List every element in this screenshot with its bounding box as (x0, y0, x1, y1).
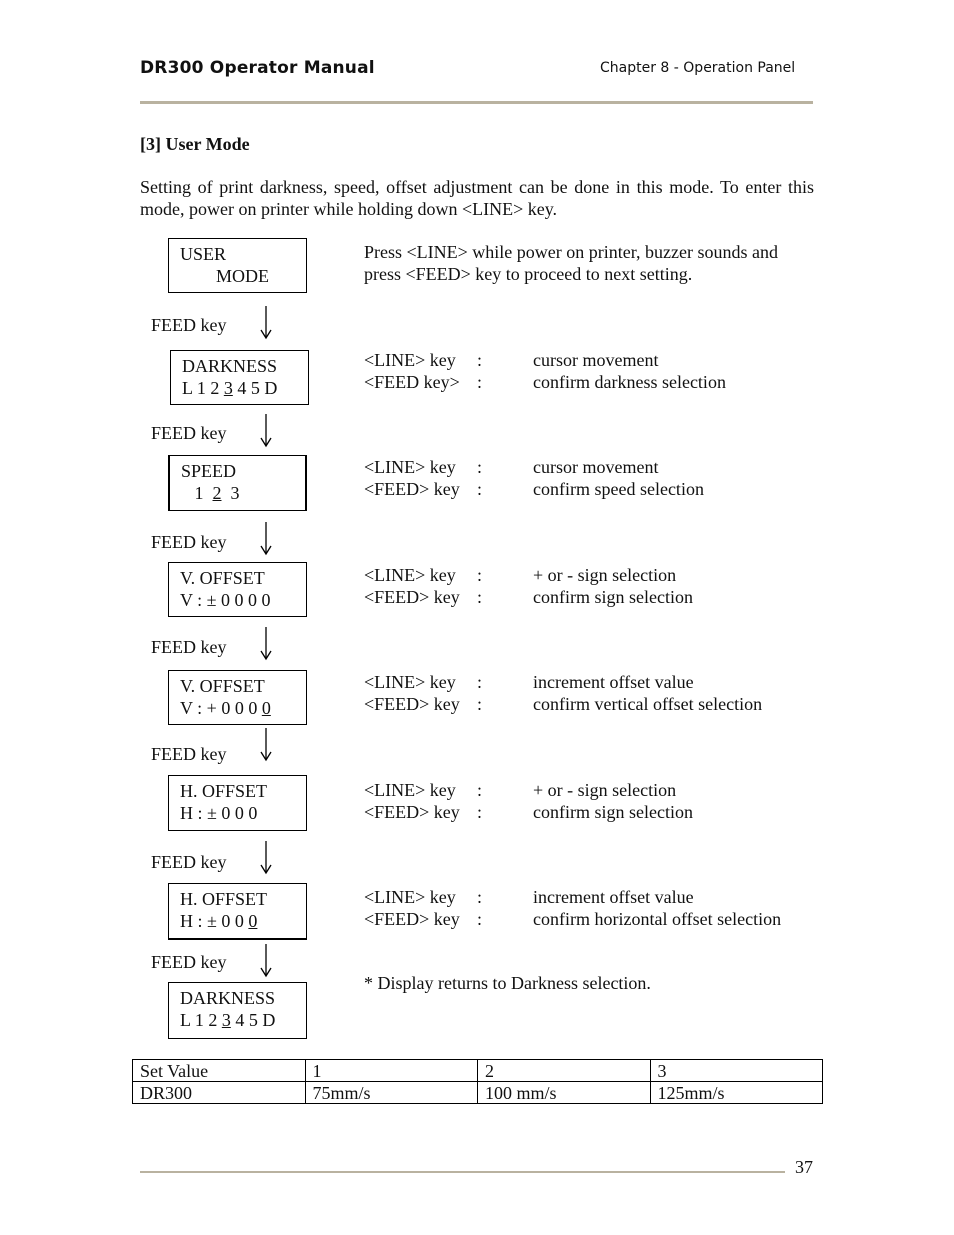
feed-key-label: FEED key (151, 952, 227, 972)
display-v-offset-sign (168, 562, 307, 617)
feed-key-label: FEED key (151, 315, 227, 335)
speed-table (132, 1059, 823, 1104)
feed-key-label: FEED key (151, 637, 227, 657)
down-arrow-icon (259, 306, 273, 340)
display-h-offset-value (168, 883, 307, 940)
key-list: <LINE> key : increment offset value <FEED> key : confirm horizontal offset selection (364, 887, 782, 929)
display-line1: SPEED (181, 461, 237, 481)
return-note: * Display returns to Darkness selection. (364, 973, 651, 993)
table-cell: 125mm/s (650, 1082, 823, 1104)
down-arrow-icon (259, 627, 273, 661)
display-v-offset-value (168, 670, 307, 725)
table-cell: Set Value (133, 1060, 306, 1082)
feed-key-label: FEED key (151, 852, 227, 872)
display-speed (168, 455, 307, 511)
display-line2: L 1 2 3 4 5 D (180, 1010, 276, 1030)
display-line2: L 1 2 3 4 5 D (182, 378, 278, 398)
key-list: <LINE> key : cursor movement <FEED key> : confirm darkness selection (364, 350, 726, 392)
display-h-offset-sign (168, 775, 307, 831)
display-darkness (170, 350, 309, 405)
display-line2: V : ± 0 0 0 0 (180, 590, 271, 610)
display-line1: DARKNESS (180, 988, 276, 1008)
header-rule (140, 101, 813, 104)
display-line1: USER (180, 244, 227, 264)
down-arrow-icon (259, 522, 273, 556)
table-row (133, 1082, 823, 1104)
display-line2: V : + 0 0 0 0 (180, 698, 271, 718)
intro-paragraph: Setting of print darkness, speed, offset adjustment can be done in this mode. To enter this mode, power on printer while holding down <LINE> key. (140, 177, 814, 219)
manual-title: DR300 Operator Manual (140, 58, 375, 78)
display-user-mode (168, 238, 307, 293)
display-line1: V. OFFSET (180, 568, 265, 588)
key-list: <LINE> key : increment offset value <FEED> key : confirm vertical offset selection (364, 672, 763, 714)
display-line2: H : ± 0 0 0 (180, 911, 258, 931)
feed-key-label: FEED key (151, 532, 227, 552)
display-line1: DARKNESS (182, 356, 278, 376)
display-line1: V. OFFSET (180, 676, 265, 696)
footer-rule (140, 1171, 785, 1173)
display-line1: H. OFFSET (180, 781, 268, 801)
table-cell: 1 (305, 1060, 478, 1082)
key-list: <LINE> key : + or - sign selection <FEED> key : confirm sign selection (364, 780, 693, 822)
display-line2: H : ± 0 0 0 (180, 803, 258, 823)
down-arrow-icon (259, 944, 273, 978)
step-description: Press <LINE> while power on printer, buzzer sounds and press <FEED> key to proceed to next setting. (364, 242, 778, 284)
table-row (133, 1060, 823, 1082)
table-cell: 75mm/s (305, 1082, 478, 1104)
down-arrow-icon (259, 414, 273, 448)
table-cell: 2 (478, 1060, 651, 1082)
section-title: [3] User Mode (140, 134, 250, 154)
chapter-title: Chapter 8 - Operation Panel (600, 60, 796, 76)
feed-key-label: FEED key (151, 423, 227, 443)
feed-key-label: FEED key (151, 744, 227, 764)
down-arrow-icon (259, 728, 273, 762)
page-number: 37 (795, 1157, 813, 1177)
display-line1: H. OFFSET (180, 889, 268, 909)
display-darkness-return (168, 982, 307, 1039)
display-line2: MODE (180, 266, 269, 286)
display-line2: 1 2 3 (181, 483, 240, 503)
down-arrow-icon (259, 841, 273, 875)
key-list: <LINE> key : cursor movement <FEED> key : confirm speed selection (364, 457, 704, 499)
key-list: <LINE> key : + or - sign selection <FEED> key : confirm sign selection (364, 565, 693, 607)
table-cell: 100 mm/s (478, 1082, 651, 1104)
table-cell: DR300 (133, 1082, 306, 1104)
table-cell: 3 (650, 1060, 823, 1082)
